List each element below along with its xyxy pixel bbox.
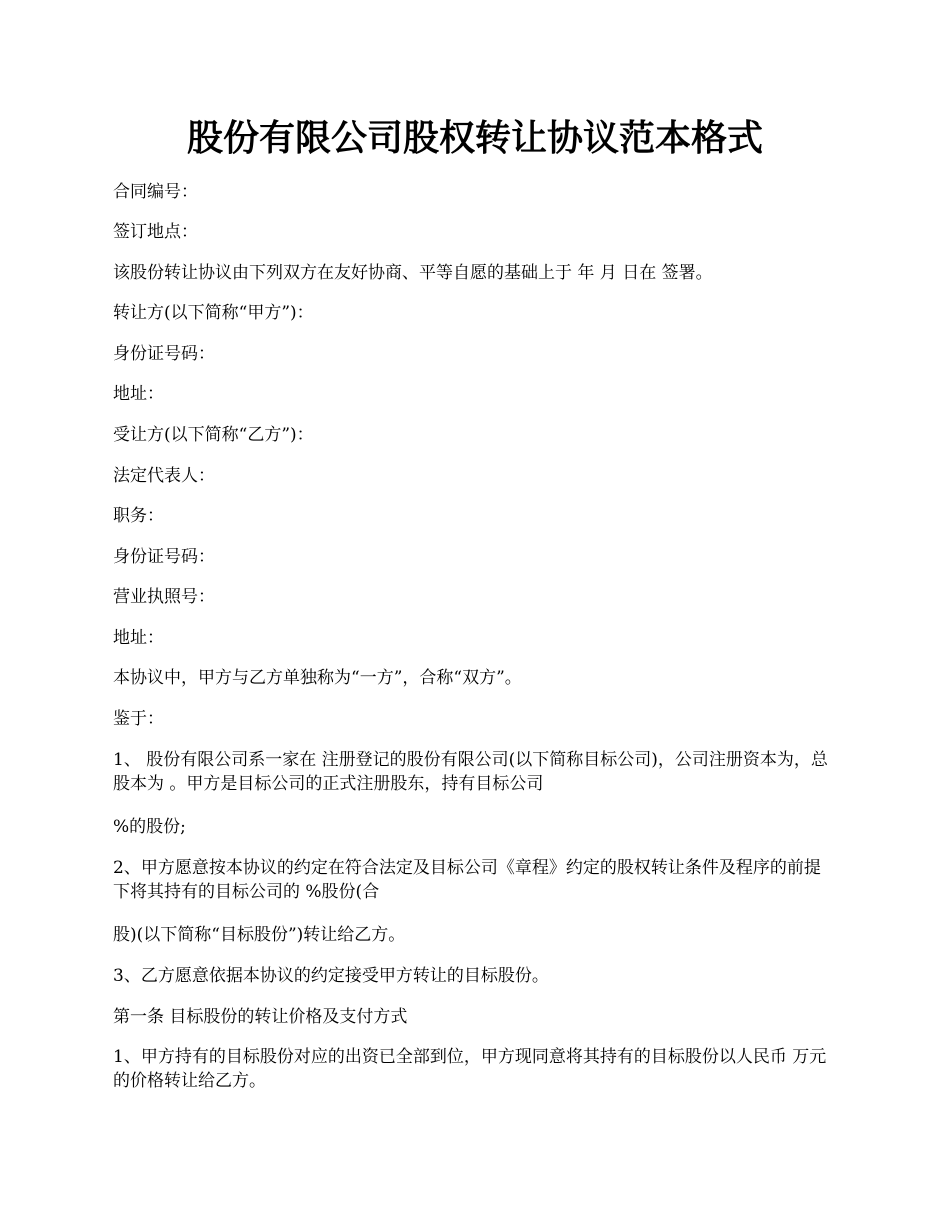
transferee-id-field: 身份证号码：: [113, 547, 215, 567]
whereas-clause-1: 1、 股份有限公司系一家在 注册登记的股份有限公司(以下简称目标公司)，公司注册资本为，总股本为 。甲方是目标公司的正式注册股东，持有目标公司: [113, 750, 828, 794]
position-field: 职务：: [113, 506, 164, 526]
contract-number-field: 合同编号：: [113, 182, 198, 202]
transferee-address-field: 地址：: [113, 628, 164, 648]
whereas-clause-2-continued: 股)(以下简称“目标股份”)转让给乙方。: [113, 925, 406, 945]
document-title: 股份有限公司股权转让协议范本格式: [186, 117, 763, 159]
transferor-id-field: 身份证号码：: [113, 344, 215, 364]
transferor-heading: 转让方(以下简称“甲方”)：: [113, 303, 314, 323]
preamble-paragraph: 该股份转让协议由下列双方在友好协商、平等自愿的基础上于 年 月 日在 签署。: [113, 263, 713, 283]
article-1-heading: 第一条 目标股份的转让价格及支付方式: [113, 1007, 408, 1027]
article-1-clause-1: 1、甲方持有的目标股份对应的出资已全部到位，甲方现同意将其持有的目标股份以人民币 万元的价格转让给乙方。: [113, 1047, 827, 1091]
legal-representative-field: 法定代表人：: [113, 466, 215, 486]
transferee-heading: 受让方(以下简称“乙方”)：: [113, 425, 314, 445]
whereas-clause-3: 3、乙方愿意依据本协议的约定接受甲方转让的目标股份。: [113, 966, 549, 986]
transferor-address-field: 地址：: [113, 384, 164, 404]
whereas-heading: 鉴于：: [113, 709, 164, 729]
whereas-clause-1-continued: %的股份;: [113, 817, 186, 837]
business-license-field: 营业执照号：: [113, 587, 215, 607]
signing-place-field: 签订地点：: [113, 222, 198, 242]
parties-definition-paragraph: 本协议中，甲方与乙方单独称为“一方”，合称“双方”。: [113, 668, 522, 688]
whereas-clause-2: 2、甲方愿意按本协议的约定在符合法定及目标公司《章程》约定的股权转让条件及程序的前提下将其持有的目标公司的 %股份(合: [113, 858, 821, 902]
